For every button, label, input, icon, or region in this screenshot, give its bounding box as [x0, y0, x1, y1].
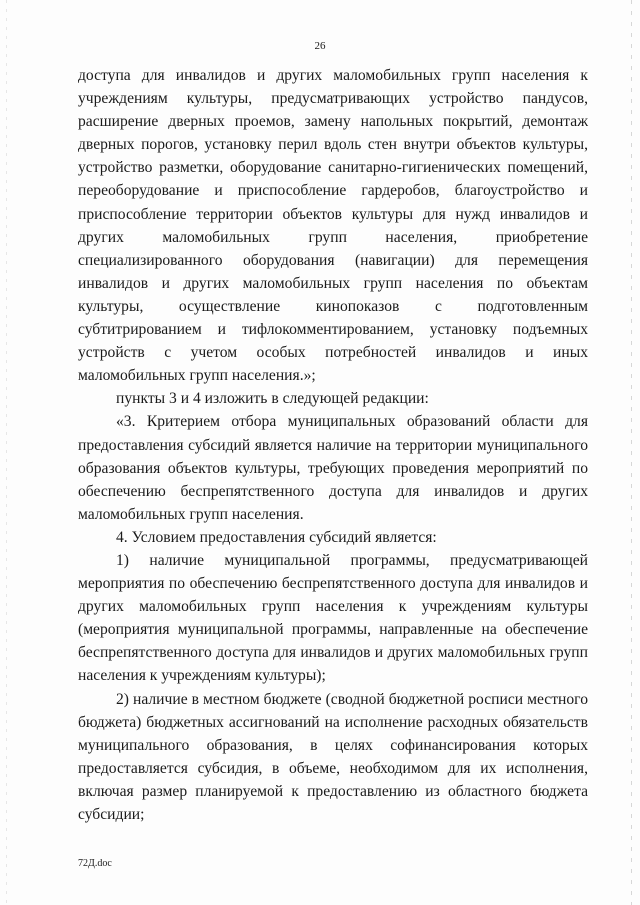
- scan-edge-left: [6, 0, 7, 905]
- footer-filename: 72Д.doc: [78, 858, 112, 869]
- paragraph-2: пункты 3 и 4 изложить в следующей редакции:: [116, 390, 429, 408]
- document-body: [78, 64, 588, 826]
- paragraph-4: 4. Условием предоставления субсидий является:: [116, 528, 437, 546]
- scan-edge-right: [631, 0, 632, 905]
- paragraph-5: 1) наличие муниципальной программы, предусматривающей мероприятия по обеспечению беспрепятственного доступа для инвалидов и других маломобильных групп населения к учреждениям культуры (мероприятия муниципальной программы, направленные на обеспечение беспрепятственного доступа для инвалидов и других маломобильных групп населения к учреждениям культуры);: [78, 551, 588, 685]
- paragraph-6: 2) наличие в местном бюджете (сводной бюджетной росписи местного бюджета) бюджетных ассигнований на исполнение расходных обязательств муниципального образования, в целях софинансирования которых предоставляется субсидия, в объеме, необходимом для их исполнения, включая размер планируемой к предоставлению из областного бюджета субсидии;: [78, 690, 588, 823]
- paragraph-3: «3. Критерием отбора муниципальных образований области для предоставления субсидий является наличие на территории муниципального образования объектов культуры, требующих проведения мероприятий по обеспечению беспрепятственного доступа для инвалидов и других маломобильных групп населения.: [78, 413, 588, 523]
- paragraph-1: доступа для инвалидов и других маломобильных групп населения к учреждениям культуры, предусматривающих устройство пандусов, расширение дверных проемов, замену напольных покрытий, демонтаж дверных порогов, установку перил вдоль стен внутри объектов культуры, устройство разметки, оборудование санитарно-гигиенических помещений, переоборудование и приспособление гардеробов, благоустройство и приспособление территории объектов культуры для нужд инвалидов и других маломобильных групп населения, приобретение специализированного оборудования (навигации) для перемещения инвалидов и других маломобильных групп населения по объектам культуры, осуществление кинопоказов с подготовленным субтитрированием и тифлокомментированием, установку подъемных устройств с учетом особых потребностей инвалидов и иных маломобильных групп населения.»;: [78, 67, 588, 385]
- page-number: 26: [314, 40, 326, 52]
